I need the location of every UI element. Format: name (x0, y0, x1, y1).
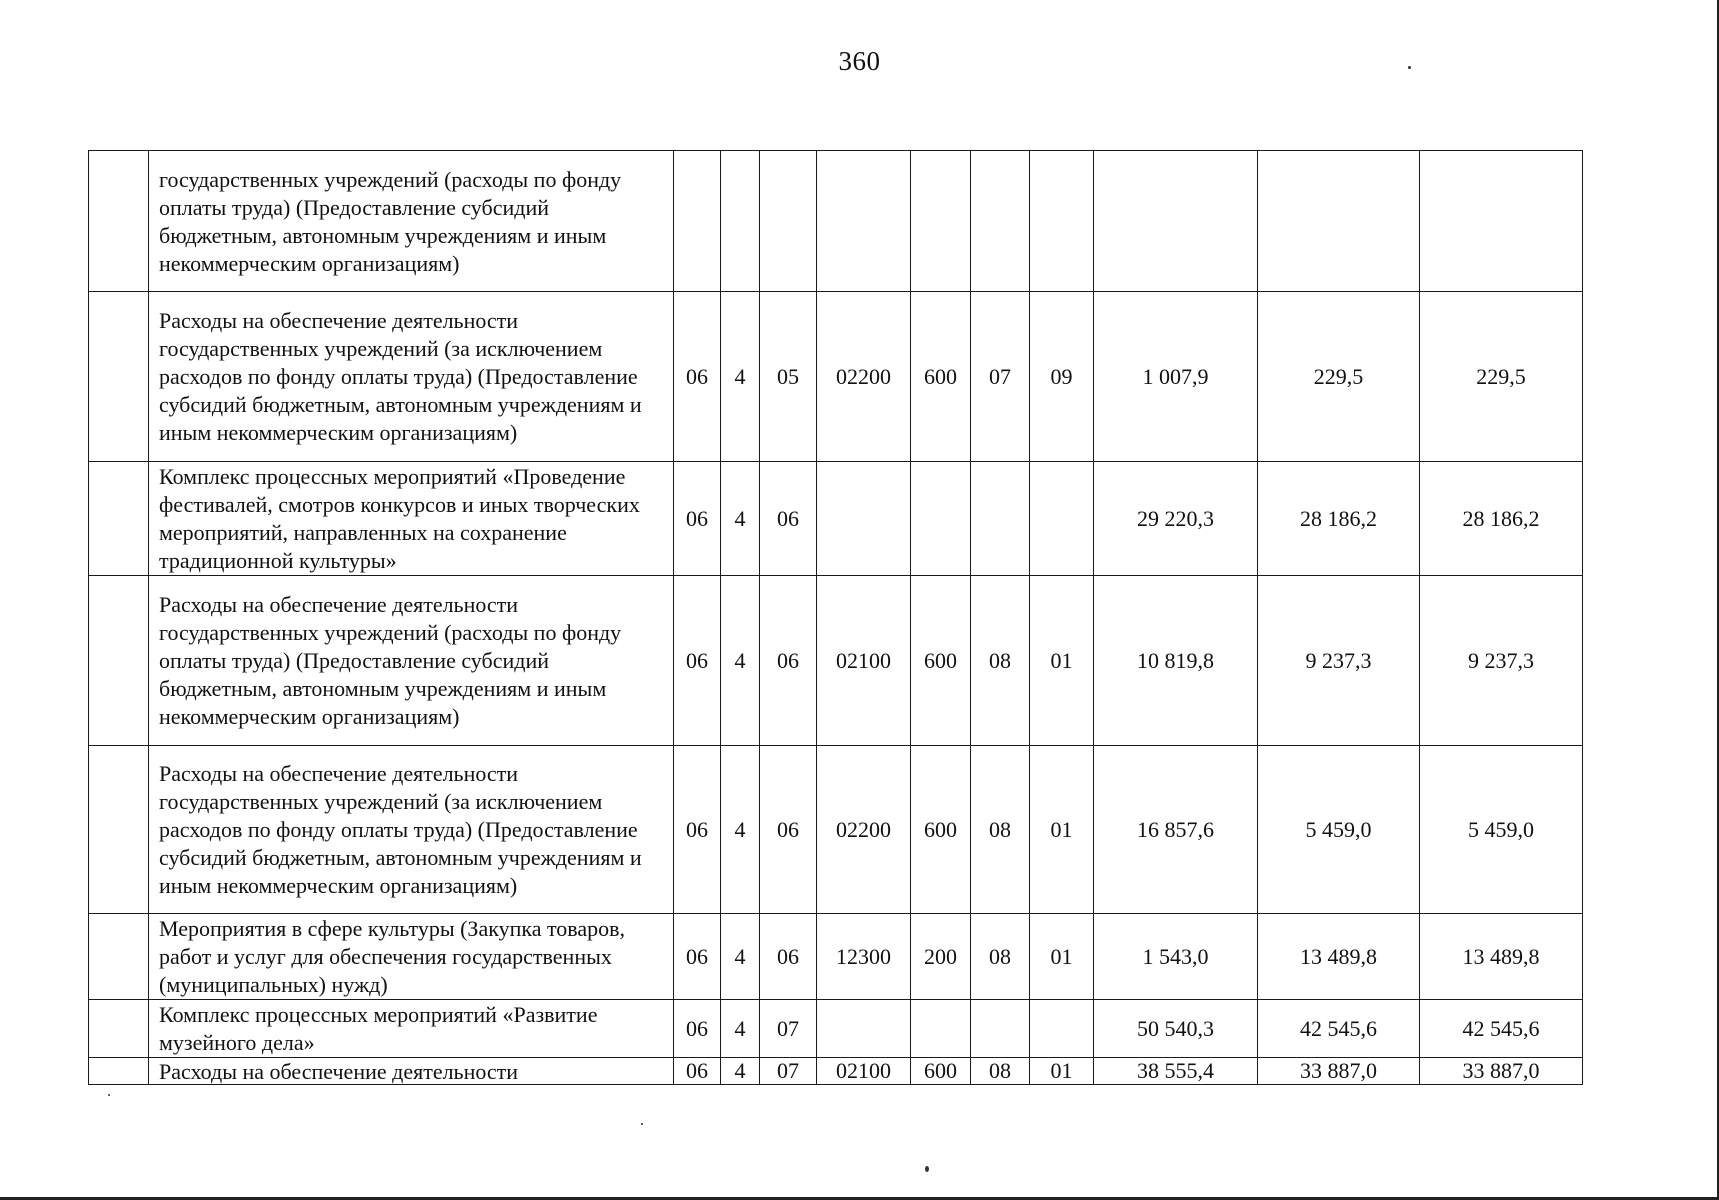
description-cell: Комплекс процессных мероприятий «Развитие музейного дела» (149, 1000, 674, 1058)
amount-cell-2: 28 186,2 (1258, 462, 1420, 576)
code-cell-2: 4 (721, 914, 760, 1000)
row-number-cell (89, 914, 149, 1000)
code-cell-2: 4 (721, 576, 760, 746)
amount-cell-1: 29 220,3 (1094, 462, 1258, 576)
code-cell-5: 600 (911, 746, 971, 914)
description-cell: Расходы на обеспечение деятельности (149, 1058, 674, 1085)
row-number-cell (89, 462, 149, 576)
table-row (89, 1000, 1583, 1058)
code-cell-5 (911, 151, 971, 292)
code-cell-4: 02200 (817, 746, 911, 914)
amount-cell-1: 10 819,8 (1094, 576, 1258, 746)
amount-cell-3: 9 237,3 (1420, 576, 1583, 746)
scan-speck (108, 1094, 110, 1096)
code-cell-1: 06 (674, 462, 721, 576)
code-cell-7 (1030, 151, 1094, 292)
amount-cell-3: 42 545,6 (1420, 1000, 1583, 1058)
code-cell-4 (817, 1000, 911, 1058)
page-number: 360 (838, 46, 881, 76)
table-row (89, 462, 1583, 576)
code-cell-4 (817, 151, 911, 292)
code-cell-1: 06 (674, 292, 721, 462)
row-number-cell (89, 151, 149, 292)
code-cell-4: 02100 (817, 1058, 911, 1085)
code-cell-6: 07 (971, 292, 1030, 462)
code-cell-7: 01 (1030, 746, 1094, 914)
amount-cell-2: 13 489,8 (1258, 914, 1420, 1000)
code-cell-3: 06 (760, 462, 817, 576)
code-cell-4: 12300 (817, 914, 911, 1000)
code-cell-1: 06 (674, 576, 721, 746)
amount-cell-2: 42 545,6 (1258, 1000, 1420, 1058)
code-cell-5: 600 (911, 1058, 971, 1085)
code-cell-6 (971, 151, 1030, 292)
amount-cell-1: 1 543,0 (1094, 914, 1258, 1000)
code-cell-6: 08 (971, 914, 1030, 1000)
amount-cell-2: 33 887,0 (1258, 1058, 1420, 1085)
code-cell-4: 02100 (817, 576, 911, 746)
code-cell-2 (721, 151, 760, 292)
scan-speck (925, 1166, 929, 1172)
code-cell-7: 09 (1030, 292, 1094, 462)
code-cell-4: 02200 (817, 292, 911, 462)
code-cell-1 (674, 151, 721, 292)
code-cell-2: 4 (721, 1058, 760, 1085)
code-cell-3 (760, 151, 817, 292)
code-cell-3: 06 (760, 576, 817, 746)
code-cell-7: 01 (1030, 1058, 1094, 1085)
amount-cell-3: 229,5 (1420, 292, 1583, 462)
code-cell-3: 07 (760, 1000, 817, 1058)
amount-cell-3: 5 459,0 (1420, 746, 1583, 914)
code-cell-2: 4 (721, 1000, 760, 1058)
code-cell-1: 06 (674, 1000, 721, 1058)
code-cell-6: 08 (971, 746, 1030, 914)
budget-table (88, 150, 1583, 1085)
code-cell-5 (911, 462, 971, 576)
table-row (89, 914, 1583, 1000)
code-cell-2: 4 (721, 292, 760, 462)
amount-cell-1 (1094, 151, 1258, 292)
description-cell: Мероприятия в сфере культуры (Закупка товаров, работ и услуг для обеспечения государственных (муниципальных) нужд) (149, 914, 674, 1000)
code-cell-6: 08 (971, 576, 1030, 746)
code-cell-7 (1030, 1000, 1094, 1058)
code-cell-4 (817, 462, 911, 576)
amount-cell-1: 1 007,9 (1094, 292, 1258, 462)
amount-cell-1: 50 540,3 (1094, 1000, 1258, 1058)
row-number-cell (89, 576, 149, 746)
table-row (89, 746, 1583, 914)
row-number-cell (89, 292, 149, 462)
description-cell: государственных учреждений (расходы по фонду оплаты труда) (Предоставление субсидий бюджетным, автономным учреждениям и иным некоммерческим организациям) (149, 151, 674, 292)
amount-cell-3: 13 489,8 (1420, 914, 1583, 1000)
amount-cell-3: 33 887,0 (1420, 1058, 1583, 1085)
code-cell-6: 08 (971, 1058, 1030, 1085)
amount-cell-3: 28 186,2 (1420, 462, 1583, 576)
table-row (89, 1058, 1583, 1085)
description-cell: Расходы на обеспечение деятельности государственных учреждений (расходы по фонду оплаты труда) (Предоставление субсидий бюджетным, автономным учреждениям и иным некоммерческим организациям) (149, 576, 674, 746)
code-cell-3: 05 (760, 292, 817, 462)
code-cell-1: 06 (674, 746, 721, 914)
description-cell: Расходы на обеспечение деятельности государственных учреждений (за исключением расходов по фонду оплаты труда) (Предоставление субсидий бюджетным, автономным учреждениям и иным некоммерческим организациям) (149, 292, 674, 462)
code-cell-1: 06 (674, 914, 721, 1000)
row-number-cell (89, 1000, 149, 1058)
row-number-cell (89, 746, 149, 914)
amount-cell-1: 16 857,6 (1094, 746, 1258, 914)
row-number-cell (89, 1058, 149, 1085)
amount-cell-3 (1420, 151, 1583, 292)
code-cell-2: 4 (721, 746, 760, 914)
amount-cell-2 (1258, 151, 1420, 292)
code-cell-3: 07 (760, 1058, 817, 1085)
code-cell-6 (971, 462, 1030, 576)
code-cell-2: 4 (721, 462, 760, 576)
code-cell-7: 01 (1030, 576, 1094, 746)
code-cell-3: 06 (760, 914, 817, 1000)
table-row (89, 292, 1583, 462)
amount-cell-1: 38 555,4 (1094, 1058, 1258, 1085)
amount-cell-2: 229,5 (1258, 292, 1420, 462)
scan-speck (641, 1123, 643, 1125)
code-cell-7 (1030, 462, 1094, 576)
code-cell-5: 200 (911, 914, 971, 1000)
code-cell-7: 01 (1030, 914, 1094, 1000)
code-cell-5: 600 (911, 576, 971, 746)
table-row (89, 151, 1583, 292)
code-cell-1: 06 (674, 1058, 721, 1085)
description-cell: Комплекс процессных мероприятий «Проведение фестивалей, смотров конкурсов и иных творческих мероприятий, направленных на сохранение традиционной культуры» (149, 462, 674, 576)
code-cell-3: 06 (760, 746, 817, 914)
table-row (89, 576, 1583, 746)
description-cell: Расходы на обеспечение деятельности государственных учреждений (за исключением расходов по фонду оплаты труда) (Предоставление субсидий бюджетным, автономным учреждениям и иным некоммерческим организациям) (149, 746, 674, 914)
amount-cell-2: 9 237,3 (1258, 576, 1420, 746)
code-cell-6 (971, 1000, 1030, 1058)
amount-cell-2: 5 459,0 (1258, 746, 1420, 914)
code-cell-5: 600 (911, 292, 971, 462)
code-cell-5 (911, 1000, 971, 1058)
scan-speck (1408, 66, 1411, 69)
